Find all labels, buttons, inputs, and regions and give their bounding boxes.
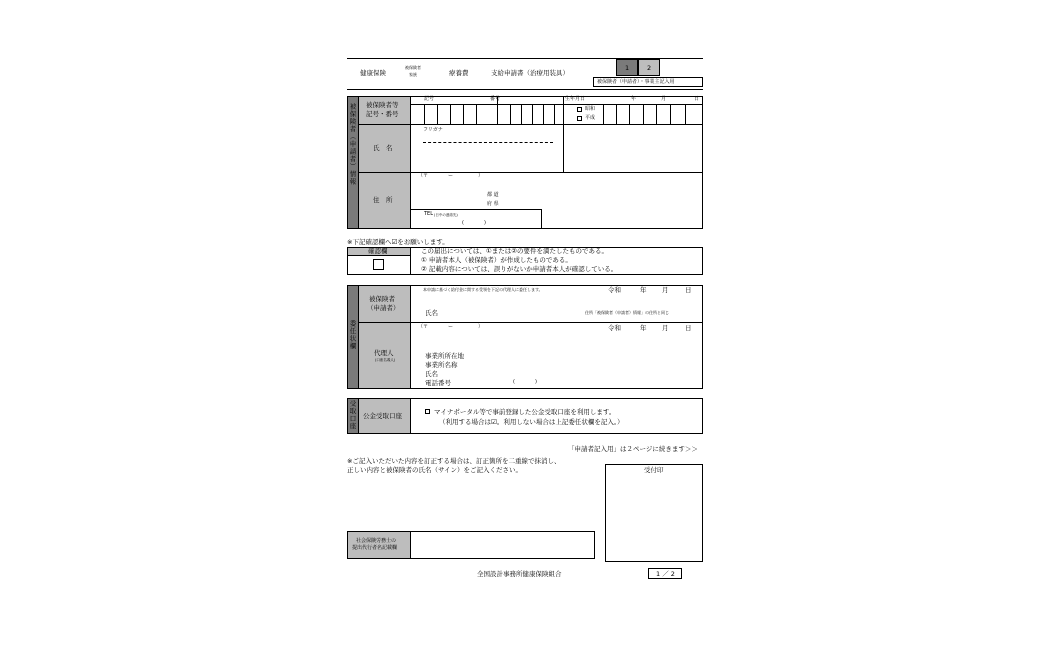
- hihokensha-option: 被保険者: [405, 65, 421, 70]
- address-label: 住 所: [373, 196, 393, 204]
- kazoku-option: 家族: [409, 72, 417, 77]
- page-2-tab: 2: [638, 59, 660, 76]
- account-label: 公金受取口座: [363, 412, 402, 420]
- tel-label: TEL: [424, 211, 433, 217]
- agent-label: 代理人: [374, 349, 394, 357]
- kigou-bangou-label: 被保険者等: [366, 101, 399, 109]
- furigana-line: [423, 142, 553, 143]
- sharoushi-box: 社会保険労務士の 提出代行者名記載欄: [347, 531, 595, 559]
- organization-name: 全国設計事務所健康保険組合: [477, 570, 562, 578]
- confirm-checkbox[interactable]: [373, 259, 384, 270]
- name-label: 氏 名: [373, 144, 393, 152]
- delegation-side-label: 委任状欄: [348, 286, 358, 388]
- entry-note: 被保険者（申請者）・事業主記入用: [593, 77, 703, 87]
- birthdate-label: 生年月日: [565, 96, 586, 102]
- delegator-label: 被保険者: [369, 295, 395, 303]
- correction-note-1: ※ご記入いただいた内容を訂正する場合は、訂正箇所を二重線で抹消し、: [347, 457, 561, 465]
- bangou-header: 番号: [490, 96, 501, 102]
- continue-note: 「申請者記入用」は２ページに続きます＞＞: [568, 445, 698, 453]
- page-1-tab: 1: [616, 59, 638, 76]
- insured-side-label: 被保険者（申請者）情報: [348, 97, 358, 228]
- kenkou-hoken-label: 健康保険: [360, 69, 386, 77]
- page-indicator: 1 ／ 2: [648, 568, 682, 579]
- ryouyouhi-label: 療養費: [449, 69, 469, 77]
- account-checkbox[interactable]: [425, 409, 430, 414]
- postal-code: （〒 ー ）: [418, 173, 484, 179]
- reception-stamp-box: 受付印: [605, 464, 703, 562]
- confirm-request: ※下記確認欄へ☑をお願いします。: [347, 238, 449, 246]
- form-title: 支給申請書（治療用装具）: [491, 69, 569, 77]
- furigana-label: フリガナ: [423, 127, 443, 133]
- confirm-header: 確認欄: [348, 248, 410, 255]
- delegator-name-label: 氏名: [425, 309, 438, 317]
- kigou-header: 記号: [424, 96, 435, 102]
- heisei-checkbox[interactable]: [577, 116, 582, 121]
- correction-note-2: 正しい内容と被保険者の氏名（サイン）をご記入ください。: [347, 466, 523, 474]
- account-side-label: 受取口座: [348, 399, 358, 433]
- showa-checkbox[interactable]: [577, 107, 582, 112]
